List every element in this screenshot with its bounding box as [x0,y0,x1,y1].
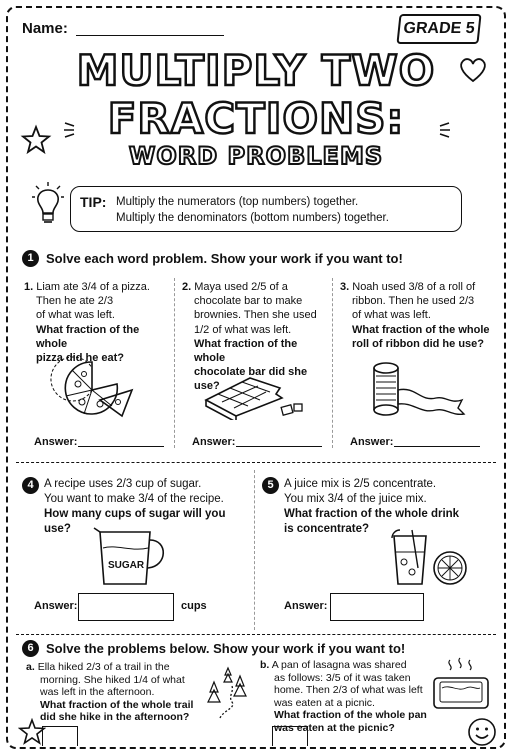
problem-6b-letter: b. [260,659,270,671]
column-divider-1 [174,278,175,448]
problem-3-text: ribbon. Then he used 2/3 [352,295,475,308]
lasagna-pan-icon [428,656,494,714]
problem-3-answer-label: Answer: [350,436,394,448]
problem-3 [340,280,490,351]
lightbulb-icon [30,180,66,228]
problem-6b [260,659,432,734]
problem-3-question: roll of ribbon did he use? [352,337,484,350]
problem-2-number: 2. [182,281,192,293]
problem-4-text: A recipe uses 2/3 cup of sugar. [44,478,202,490]
title-line-3: WORD PROBLEMS [128,142,384,170]
problem-2-question: What fraction of the whole [194,337,298,365]
problem-1 [24,280,172,365]
juice-glass-icon [386,528,472,588]
problem-5-answer-box[interactable] [330,593,424,621]
problem-1-text: Liam ate 3/4 of a pizza. [36,281,150,293]
section-1-title: Solve each word problem. Show your work if you want to! [46,251,403,266]
problem-2-text: 1/2 of what was left. [194,323,292,336]
problem-2-text: Maya used 2/5 of a [194,281,288,293]
problem-3-number: 3. [340,281,350,293]
tip-line-2: Multiply the denominators (bottom numbers) together. [116,212,389,224]
section-6-title: Solve the problems below. Show your work if you want to! [46,641,406,656]
problem-2-text: chocolate bar to make [194,295,303,308]
problem-6a [26,661,206,724]
title-line-2: FRACTIONS: [107,94,405,143]
section-6-number: 6 [22,640,39,657]
problem-6b-text: home. Then 2/3 of what was left [274,684,423,696]
problem-6a-text: Ella hiked 2/3 of a trail in the [37,661,170,673]
pizza-icon [44,356,138,422]
problem-3-text: Noah used 3/8 of a roll of [352,281,476,293]
problem-4-answer-box[interactable] [78,593,174,621]
problem-3-text: of what was left. [352,309,431,322]
problem-6b-question: was eaten at the picnic? [274,721,395,734]
problem-6a-text: was left in the afternoon. [40,686,155,698]
problem-2-question: chocolate bar did she use? [194,366,308,393]
problem-1-question: pizza did he eat? [36,352,125,365]
tip-label: TIP: [80,194,107,210]
problem-4-question: How many cups of sugar will you use? [44,508,226,535]
problem-3-answer-line[interactable] [394,446,480,447]
chocolate-bar-icon [200,370,310,420]
problem-5-number: 5 [262,477,279,494]
problem-4-text: You want to make 3/4 of the recipe. [44,493,224,505]
name-input-line[interactable] [76,35,224,36]
problem-4-answer-label: Answer: [34,600,78,612]
problem-5-answer-label: Answer: [284,600,328,612]
ribbon-roll-icon [366,360,470,422]
problem-6a-letter: a. [26,661,35,673]
measuring-cup-icon [92,526,172,590]
problem-1-text: Then he ate 2/3 [36,295,114,308]
problem-2-answer-line[interactable] [236,446,322,447]
problem-6a-question: did she hike in the afternoon? [40,711,190,723]
problem-6b-text: was eaten at a picnic. [274,696,375,709]
problem-2-text: brownies. Then she used [194,309,317,322]
problem-6a-answer-box[interactable] [42,726,78,746]
problem-1-text: of what was left. [36,309,115,322]
smiley-icon [466,716,498,748]
problem-6b-answer-box[interactable] [272,726,308,746]
problem-6b-question: What fraction of the whole pan [274,709,427,721]
problem-5-question: is concentrate? [284,523,369,535]
problem-1-answer-label: Answer: [34,436,78,448]
section-divider-2 [16,634,496,635]
column-divider-3 [254,470,255,630]
problem-4-unit: cups [181,600,207,612]
problem-1-number: 1. [24,281,34,293]
problem-3-question: What fraction of the whole [352,323,490,336]
section-1-number: 1 [22,250,39,267]
tip-box [70,186,462,232]
problem-6a-question: What fraction of the whole trail [40,698,194,711]
problem-5-question: What fraction of the whole drink [284,508,460,520]
problem-4-number: 4 [22,477,39,494]
problem-2-answer-label: Answer: [192,436,236,448]
problem-1-question: What fraction of the whole [36,323,140,350]
section-divider-1 [16,462,496,463]
title-line-1: MULTIPLY TWO [76,46,436,95]
grade-badge: GRADE 5 [396,14,481,44]
problem-5-text: You mix 3/4 of the juice mix. [284,493,427,505]
problem-6b-text: as follows: 3/5 of it was taken [274,671,411,684]
problem-6b-text: A pan of lasagna was shared [271,659,407,671]
sugar-label: SUGAR [107,560,145,571]
column-divider-2 [332,278,333,448]
problem-5-text: A juice mix is 2/5 concentrate. [284,478,437,490]
trail-icon [202,660,254,722]
tip-line-1: Multiply the numerators (top numbers) together. [116,196,359,208]
problem-1-answer-line[interactable] [78,446,164,447]
problem-6a-text: morning. She hiked 1/4 of what [40,673,185,686]
name-label: Name: [22,20,68,37]
